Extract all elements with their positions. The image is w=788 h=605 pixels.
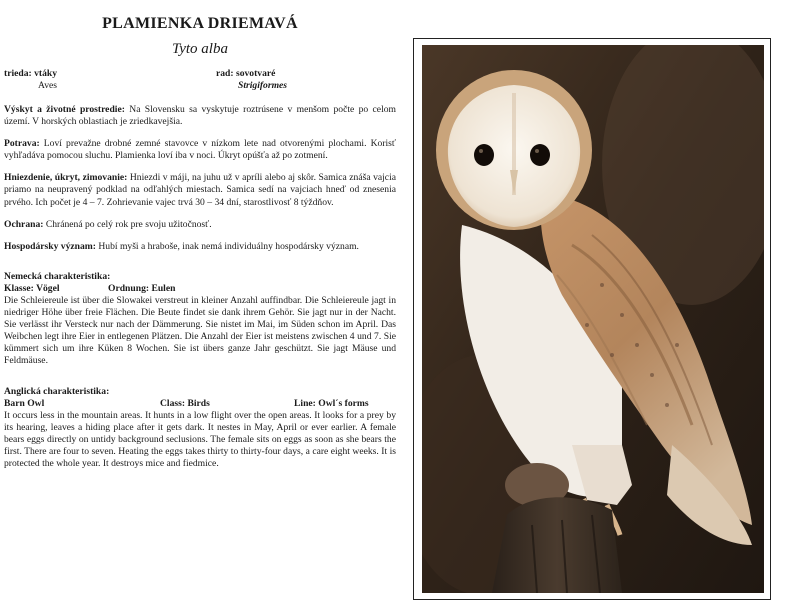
section-label: Potrava:: [4, 138, 40, 150]
order-latin: Strigiformes: [238, 80, 288, 92]
section-nesting: [4, 172, 396, 208]
german-klasse: Klasse: Vögel: [4, 282, 60, 294]
order-column: [216, 68, 287, 92]
section-label: Hniezdenie, úkryt, zimovanie:: [4, 172, 128, 184]
section-text: Loví prevažne drobné zemné stavovce v nízkom lete nad otvorenými plochami. Korisť vyhľadáva pomocou sluchu. Plamienka loví iba v noci. Úkryt opúšťa až po zotmení.: [4, 138, 396, 162]
english-section: [4, 386, 396, 471]
class-latin: Aves: [38, 80, 58, 92]
english-class: Class: Birds: [160, 397, 210, 409]
german-text: Die Schleiereule ist über die Slowakei verstreut in kleiner Anzahl auffindbar. Die Schleiereule jagt in niedriger Höhe über freie Flächen. Die Beute findet sie dank ihrem Gehör. Sie jagt nur in der Nacht. Sie verlässt ihr Versteck nur nach der Dämmerung. Sie nistet im Mai, im Süden schon im April. Das Weibchen legt ihre Eier in entlegenen Plätzen. Die Anzahl der Eier ist meistens zwischen 4 und 7. Sie kümmert sich um ihre Küken 8 Wochen. Sie ist übers ganze Jahr geschützt. Sie jagt Mäuse und Feldmäuse.: [4, 294, 396, 367]
class-column: [4, 68, 57, 92]
photo-frame: [413, 38, 771, 600]
latin-name: Tyto alba: [172, 41, 228, 57]
section-label: Ochrana:: [4, 218, 44, 230]
section-habitat: [4, 104, 396, 128]
class-label: trieda: vtáky: [4, 68, 58, 79]
section-text: Hniezdi v máji, na juhu už v apríli alebo aj skôr. Samica znáša vajcia priamo na neupravený podklad na odľahlých miestach. Samica sedí na vajciach hneď od znesenia prvého. Ich počet je 4 – 7. Zohrievanie vajec trvá 30 – 34 dní, starostlivosť 8 týždňov.: [4, 172, 396, 208]
section-text: Na Slovensku sa vyskytuje roztrúsene v menšom počte po celom území. V horských oblastiach je zriedkavejšia.: [4, 104, 396, 128]
section-label: Hospodársky význam:: [4, 240, 96, 252]
english-name: Barn Owl: [4, 397, 45, 409]
section-food: [4, 138, 396, 162]
owl-right-eye: [530, 144, 550, 166]
tree-stump: [492, 497, 622, 593]
section-text: Chránená po celý rok pre svoju užitočnosť.: [43, 218, 212, 230]
order-label: rad: sovotvaré: [216, 68, 276, 79]
english-line: Line: Owl´s forms: [294, 397, 369, 409]
section-label: Výskyt a životné prostredie:: [4, 104, 125, 115]
barn-owl-photo: [422, 45, 764, 593]
english-heading: Anglická charakteristika:: [4, 385, 110, 397]
text-column: [4, 14, 396, 470]
english-classification: [4, 398, 396, 410]
classification: [4, 68, 396, 94]
section-protection: [4, 219, 396, 231]
german-ordnung: Ordnung: Eulen: [108, 282, 176, 294]
german-classification: [4, 283, 396, 295]
german-heading: Nemecká charakteristika:: [4, 270, 111, 282]
section-text: Hubí myši a hraboše, inak nemá individuálny hospodársky význam.: [95, 240, 359, 252]
english-text: It occurs less in the mountain areas. It hunts in a low flight over the open areas. It looks for a prey by its hearing, leaves a hiding place after it gets dark. It nestes in May, April or ever earlier. A female bears eggs directly on untidy background seclusions. The female sits on eggs as soon as she bears the first. There are four to seven. Heating the eggs takes thirty to thirty-four days, a care eight weeks. It is protected the whole year. It destroys mice and fiedmice.: [4, 409, 396, 469]
german-section: [4, 271, 396, 368]
owl-left-eye: [474, 144, 494, 166]
page-title: PLAMIENKA DRIEMAVÁ: [102, 15, 298, 32]
section-economic: [4, 241, 396, 253]
